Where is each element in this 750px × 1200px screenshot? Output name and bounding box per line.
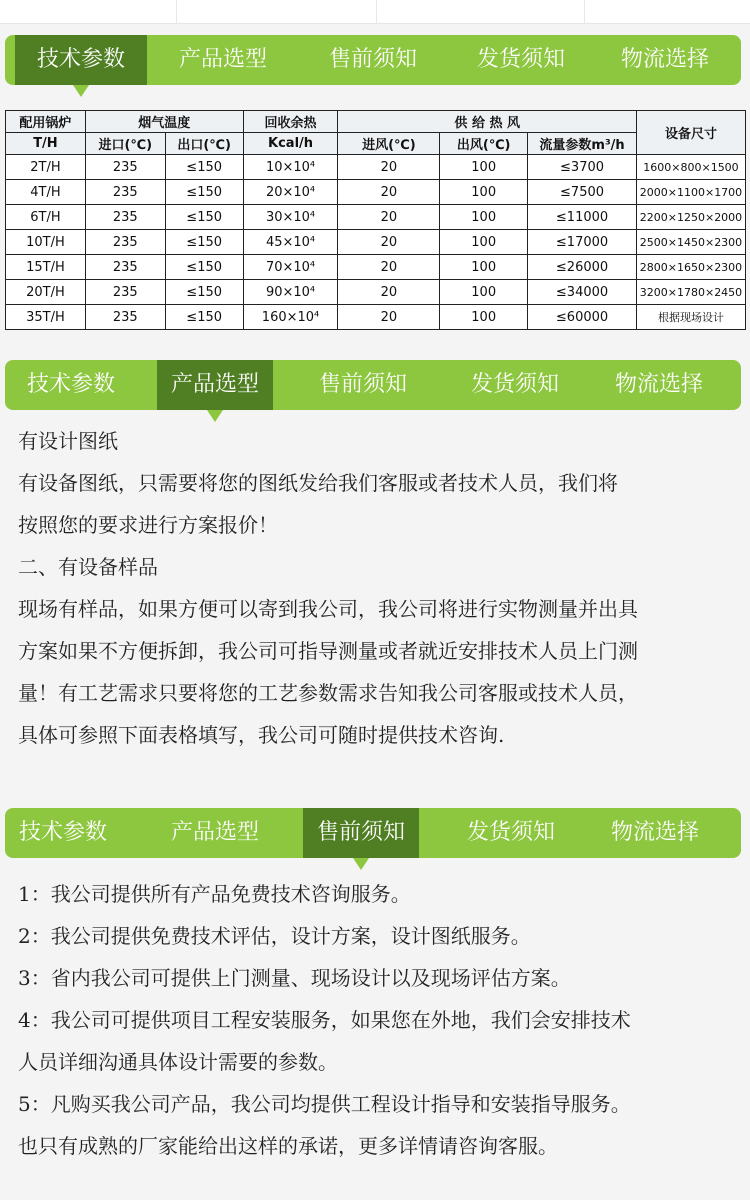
table-cell: ≤150 xyxy=(165,230,243,255)
table-cell: ≤17000 xyxy=(528,230,637,255)
table-cell: 20 xyxy=(338,305,440,330)
tabbar-3 xyxy=(5,808,741,858)
table-cell: 1600×800×1500 xyxy=(636,155,745,180)
table-cell: ≤26000 xyxy=(528,255,637,280)
table-cell: ≤60000 xyxy=(528,305,637,330)
tab-logistics[interactable]: 物流选择 xyxy=(620,47,709,72)
text-line: 有设备图纸，只需要将您的图纸发给我们客服或者技术人员，我们将 xyxy=(18,471,618,495)
table-cell: 3200×1780×2450 xyxy=(636,280,745,305)
table-cell: 70×10⁴ xyxy=(243,255,338,280)
text-line: 量！有工艺需求只要将您的工艺参数需求告知我公司客服或技术人员， xyxy=(18,681,638,705)
sub-header: 流量参数m³/h xyxy=(528,133,637,155)
table-cell: 100 xyxy=(440,155,528,180)
text-line: 3：省内我公司可提供上门测量、现场设计以及现场评估方案。 xyxy=(18,966,571,990)
table-cell: ≤150 xyxy=(165,205,243,230)
tab-shipping-notice[interactable]: 发货须知 xyxy=(466,820,555,845)
table-cell: 20 xyxy=(338,280,440,305)
tab-shipping-notice[interactable]: 发货须知 xyxy=(470,372,559,397)
table-cell: 2500×1450×2300 xyxy=(636,230,745,255)
table-cell: 35T/H xyxy=(6,305,86,330)
top-strip xyxy=(0,0,750,24)
tab-presale-notice[interactable]: 售前须知 xyxy=(318,372,407,397)
table-cell: ≤11000 xyxy=(528,205,637,230)
tab-presale-notice[interactable]: 售前须知 xyxy=(303,808,419,858)
table-cell: 10×10⁴ xyxy=(243,155,338,180)
tab-product-selection[interactable]: 产品选型 xyxy=(157,360,273,410)
table-cell: ≤150 xyxy=(165,155,243,180)
tab-tech-params[interactable]: 技术参数 xyxy=(15,35,147,85)
table-cell: ≤7500 xyxy=(528,180,637,205)
table-cell: 235 xyxy=(85,180,165,205)
table-cell: ≤150 xyxy=(165,305,243,330)
table-cell: 100 xyxy=(440,205,528,230)
table-cell: 2800×1650×2300 xyxy=(636,255,745,280)
table-cell: 100 xyxy=(440,280,528,305)
header-hot-air: 供 给 热 风 xyxy=(338,111,636,133)
header-waste-heat: 回收余热 xyxy=(243,111,338,133)
sub-header: 出口(℃) xyxy=(165,133,243,155)
table-cell: 2T/H xyxy=(6,155,86,180)
header-boiler: 配用锅炉 xyxy=(6,111,86,133)
table-cell: 4T/H xyxy=(6,180,86,205)
header-flue-temp: 烟气温度 xyxy=(85,111,243,133)
tab-logistics[interactable]: 物流选择 xyxy=(610,820,699,845)
tab-presale-notice[interactable]: 售前须知 xyxy=(328,47,417,72)
table-cell: 20 xyxy=(338,255,440,280)
table-cell: 20 xyxy=(338,155,440,180)
text-line: 5：凡购买我公司产品，我公司均提供工程设计指导和安装指导服务。 xyxy=(18,1092,631,1116)
table-cell: 根据现场设计 xyxy=(636,305,745,330)
table-cell: 235 xyxy=(85,280,165,305)
sub-header: 进口(℃) xyxy=(85,133,165,155)
table-cell: 20 xyxy=(338,205,440,230)
table-cell: ≤150 xyxy=(165,180,243,205)
tab-logistics[interactable]: 物流选择 xyxy=(614,372,703,397)
table-row xyxy=(6,180,746,205)
text-line: 2：我公司提供免费技术评估，设计方案，设计图纸服务。 xyxy=(18,924,531,948)
tab-shipping-notice[interactable]: 发货须知 xyxy=(476,47,565,72)
table-cell: 20 xyxy=(338,180,440,205)
sub-header: Kcal/h xyxy=(243,133,338,155)
table-row xyxy=(6,230,746,255)
text-line: 1：我公司提供所有产品免费技术咨询服务。 xyxy=(18,882,411,906)
table-row xyxy=(6,280,746,305)
table-cell: 235 xyxy=(85,155,165,180)
table-cell: 100 xyxy=(440,255,528,280)
table-cell: ≤150 xyxy=(165,280,243,305)
text-line: 方案如果不方便拆卸，我公司可指导测量或者就近安排技术人员上门测 xyxy=(18,639,638,663)
text-line: 现场有样品，如果方便可以寄到我公司，我公司将进行实物测量并出具 xyxy=(18,597,638,621)
table-cell: 235 xyxy=(85,205,165,230)
text-line: 4：我公司可提供项目工程安装服务，如果您在外地，我们会安排技术 xyxy=(18,1008,631,1032)
table-row xyxy=(6,205,746,230)
table-cell: 2200×1250×2000 xyxy=(636,205,745,230)
text-line: 具体可参照下面表格填写，我公司可随时提供技术咨询. xyxy=(18,723,505,747)
text-line: 也只有成熟的厂家能给出这样的承诺，更多详情请咨询客服。 xyxy=(18,1134,558,1158)
table-cell: ≤34000 xyxy=(528,280,637,305)
text-line: 有设计图纸 xyxy=(18,429,118,453)
table-cell: 235 xyxy=(85,230,165,255)
text-line: 人员详细沟通具体设计需要的参数。 xyxy=(18,1050,338,1074)
table-cell: 2000×1100×1700 xyxy=(636,180,745,205)
table-cell: 235 xyxy=(85,305,165,330)
table-cell: 160×10⁴ xyxy=(243,305,338,330)
tab-tech-params[interactable]: 技术参数 xyxy=(18,820,107,845)
presale-text xyxy=(18,873,738,1167)
text-line: 二、有设备样品 xyxy=(18,555,158,579)
text-line: 按照您的要求进行方案报价！ xyxy=(18,513,278,537)
header-unit-th: T/H xyxy=(6,133,86,155)
header-size: 设备尺寸 xyxy=(636,111,745,155)
table-cell: 10T/H xyxy=(6,230,86,255)
table-cell: 20T/H xyxy=(6,280,86,305)
tab-tech-params[interactable]: 技术参数 xyxy=(26,372,115,397)
table-cell: 30×10⁴ xyxy=(243,205,338,230)
tabbar-2 xyxy=(5,360,741,410)
tab-product-selection[interactable]: 产品选型 xyxy=(178,47,267,72)
sub-header: 出风(℃) xyxy=(440,133,528,155)
tabbar-1 xyxy=(5,35,741,85)
table-cell: 100 xyxy=(440,230,528,255)
sub-header: 进风(℃) xyxy=(338,133,440,155)
table-cell: 20 xyxy=(338,230,440,255)
table-cell: 100 xyxy=(440,305,528,330)
table-row xyxy=(6,255,746,280)
tab-product-selection[interactable]: 产品选型 xyxy=(170,820,259,845)
params-table xyxy=(5,110,746,330)
selection-text xyxy=(18,420,738,756)
table-cell: ≤150 xyxy=(165,255,243,280)
table-cell: 20×10⁴ xyxy=(243,180,338,205)
table-body xyxy=(6,155,746,330)
table-row xyxy=(6,155,746,180)
table-cell: ≤3700 xyxy=(528,155,637,180)
table-cell: 15T/H xyxy=(6,255,86,280)
table-cell: 235 xyxy=(85,255,165,280)
table-cell: 90×10⁴ xyxy=(243,280,338,305)
table-cell: 100 xyxy=(440,180,528,205)
table-cell: 45×10⁴ xyxy=(243,230,338,255)
table-cell: 6T/H xyxy=(6,205,86,230)
table-row xyxy=(6,305,746,330)
